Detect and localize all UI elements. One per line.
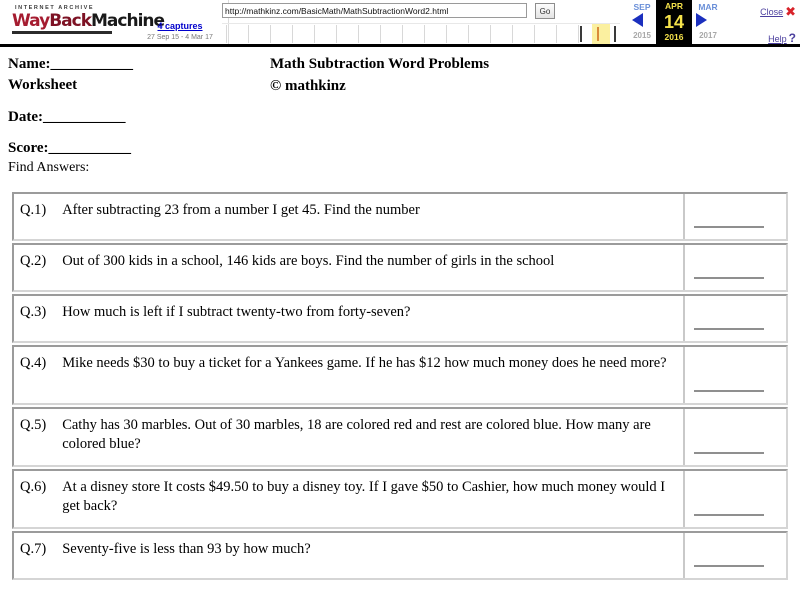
question-number: Q.5) [20, 417, 47, 433]
next-year-label: 2017 [699, 31, 717, 40]
answer-blank-line [694, 277, 764, 279]
internet-archive-label: INTERNET ARCHIVE [15, 5, 95, 11]
timeline-tick [358, 25, 359, 43]
table-row [12, 531, 788, 580]
table-row [12, 243, 788, 292]
timeline-tick [556, 25, 557, 43]
timeline-tick [402, 25, 403, 43]
question-text: Seventy-five is less than 93 by how much? [62, 541, 311, 557]
url-bar [222, 3, 554, 20]
table-row [12, 294, 788, 343]
question-cell [14, 409, 685, 465]
question-cell [14, 194, 685, 239]
next-capture-month[interactable] [692, 2, 724, 40]
score-field-label: Score:___________ [8, 140, 132, 156]
question-number: Q.1) [20, 202, 47, 218]
timeline-tick [248, 25, 249, 43]
wayback-machine-toolbar [0, 0, 800, 47]
go-button[interactable]: Go [535, 3, 555, 19]
worksheet-label: Worksheet [8, 77, 78, 93]
table-row [12, 192, 788, 241]
copyright-label: © mathkinz [270, 78, 346, 94]
question-text: After subtracting 23 from a number I get 45. Find the number [62, 202, 420, 218]
next-capture-arrow-icon[interactable] [696, 13, 707, 27]
timeline-tick [578, 25, 579, 43]
answer-blank-line [694, 328, 764, 330]
wayback-wordmark [12, 11, 165, 31]
wordmark-underbar [12, 31, 112, 34]
wordmark-back: Back [49, 11, 91, 31]
answer-blank-line [694, 514, 764, 516]
question-text: Mike needs $30 to buy a ticket for a Yankees game. If he has $12 how much money does he need more? [62, 355, 667, 371]
timeline-tick [336, 25, 337, 43]
timeline-tick [512, 25, 513, 43]
worksheet-header [0, 47, 800, 192]
close-toolbar-control[interactable] [760, 4, 796, 20]
answer-blank-line [694, 452, 764, 454]
timeline-tick [314, 25, 315, 43]
help-icon[interactable]: ? [788, 31, 796, 45]
question-cell [14, 533, 685, 578]
selected-capture-marker[interactable] [597, 27, 599, 41]
question-number: Q.3) [20, 304, 47, 320]
question-number: Q.6) [20, 479, 47, 495]
date-navigator [626, 0, 736, 44]
answer-cell[interactable] [685, 194, 786, 239]
help-control[interactable] [768, 31, 796, 45]
question-cell [14, 471, 685, 527]
question-text: Out of 300 kids in a school, 146 kids are boys. Find the number of girls in the school [62, 253, 555, 269]
current-month-label: APR [665, 1, 683, 11]
answer-blank-line [694, 390, 764, 392]
answer-cell[interactable] [685, 296, 786, 341]
captures-date-range: 27 Sep 15 - 4 Mar 17 [147, 34, 213, 41]
page-title: Math Subtraction Word Problems [270, 56, 490, 72]
questions-table [12, 192, 788, 580]
next-month-label: MAR [698, 2, 718, 12]
selected-capture-highlight [592, 24, 610, 45]
table-row [12, 345, 788, 405]
worksheet-title-block [270, 54, 489, 97]
url-input[interactable] [222, 3, 527, 18]
wordmark-way: Way [12, 11, 50, 31]
question-cell [14, 296, 685, 341]
previous-capture-arrow-icon[interactable] [632, 13, 643, 27]
answer-blank-line [694, 565, 764, 567]
timeline-tick [446, 25, 447, 43]
answer-blank-line [694, 226, 764, 228]
timeline-tick [490, 25, 491, 43]
prev-month-label: SEP [633, 2, 651, 12]
timeline-tick [380, 25, 381, 43]
prev-capture-month[interactable] [626, 2, 658, 40]
table-row [12, 407, 788, 467]
current-year-label: 2016 [664, 32, 684, 42]
close-link[interactable]: Close [760, 7, 784, 17]
close-icon[interactable]: ✖ [785, 4, 796, 19]
question-text: Cathy has 30 marbles. Out of 30 marbles, 18 are colored red and rest are colored blue. How many are colored blue? [62, 417, 651, 452]
wordmark-machine: Machine [91, 11, 165, 31]
timeline-tick [226, 25, 227, 43]
question-number: Q.2) [20, 253, 47, 269]
help-link[interactable]: Help [768, 34, 787, 44]
timeline-tick [270, 25, 271, 43]
timeline-tick [292, 25, 293, 43]
timeline-tick [468, 25, 469, 43]
question-number: Q.4) [20, 355, 47, 371]
question-number: Q.7) [20, 541, 47, 557]
capture-marker[interactable] [580, 26, 582, 42]
question-cell [14, 245, 685, 290]
student-info-block [8, 54, 133, 159]
capture-timeline[interactable] [222, 23, 620, 45]
table-row [12, 469, 788, 529]
name-field-label: Name:___________ [8, 56, 133, 72]
capture-marker[interactable] [614, 26, 616, 42]
worksheet-page [0, 47, 800, 580]
answer-cell[interactable] [685, 347, 786, 403]
prev-year-label: 2015 [633, 31, 651, 40]
answer-cell[interactable] [685, 245, 786, 290]
captures-info [132, 21, 228, 43]
find-answers-label: Find Answers: [8, 160, 90, 175]
timeline-tick [534, 25, 535, 43]
question-text: How much is left if I subtract twenty-two from forty-seven? [62, 304, 411, 320]
question-text: At a disney store It costs $49.50 to buy a disney toy. If I gave $50 to Cashier, how much money would I get back? [62, 479, 666, 514]
timeline-tick [424, 25, 425, 43]
answer-cell[interactable] [685, 409, 786, 465]
current-day-label: 14 [663, 12, 685, 32]
current-capture-date[interactable] [656, 0, 692, 44]
date-field-label: Date:___________ [8, 109, 126, 125]
wayback-machine-logo[interactable] [12, 4, 165, 40]
captures-count-link[interactable]: 4 captures [157, 21, 203, 31]
answer-cell[interactable] [685, 471, 786, 527]
question-cell [14, 347, 685, 403]
answer-cell[interactable] [685, 533, 786, 578]
